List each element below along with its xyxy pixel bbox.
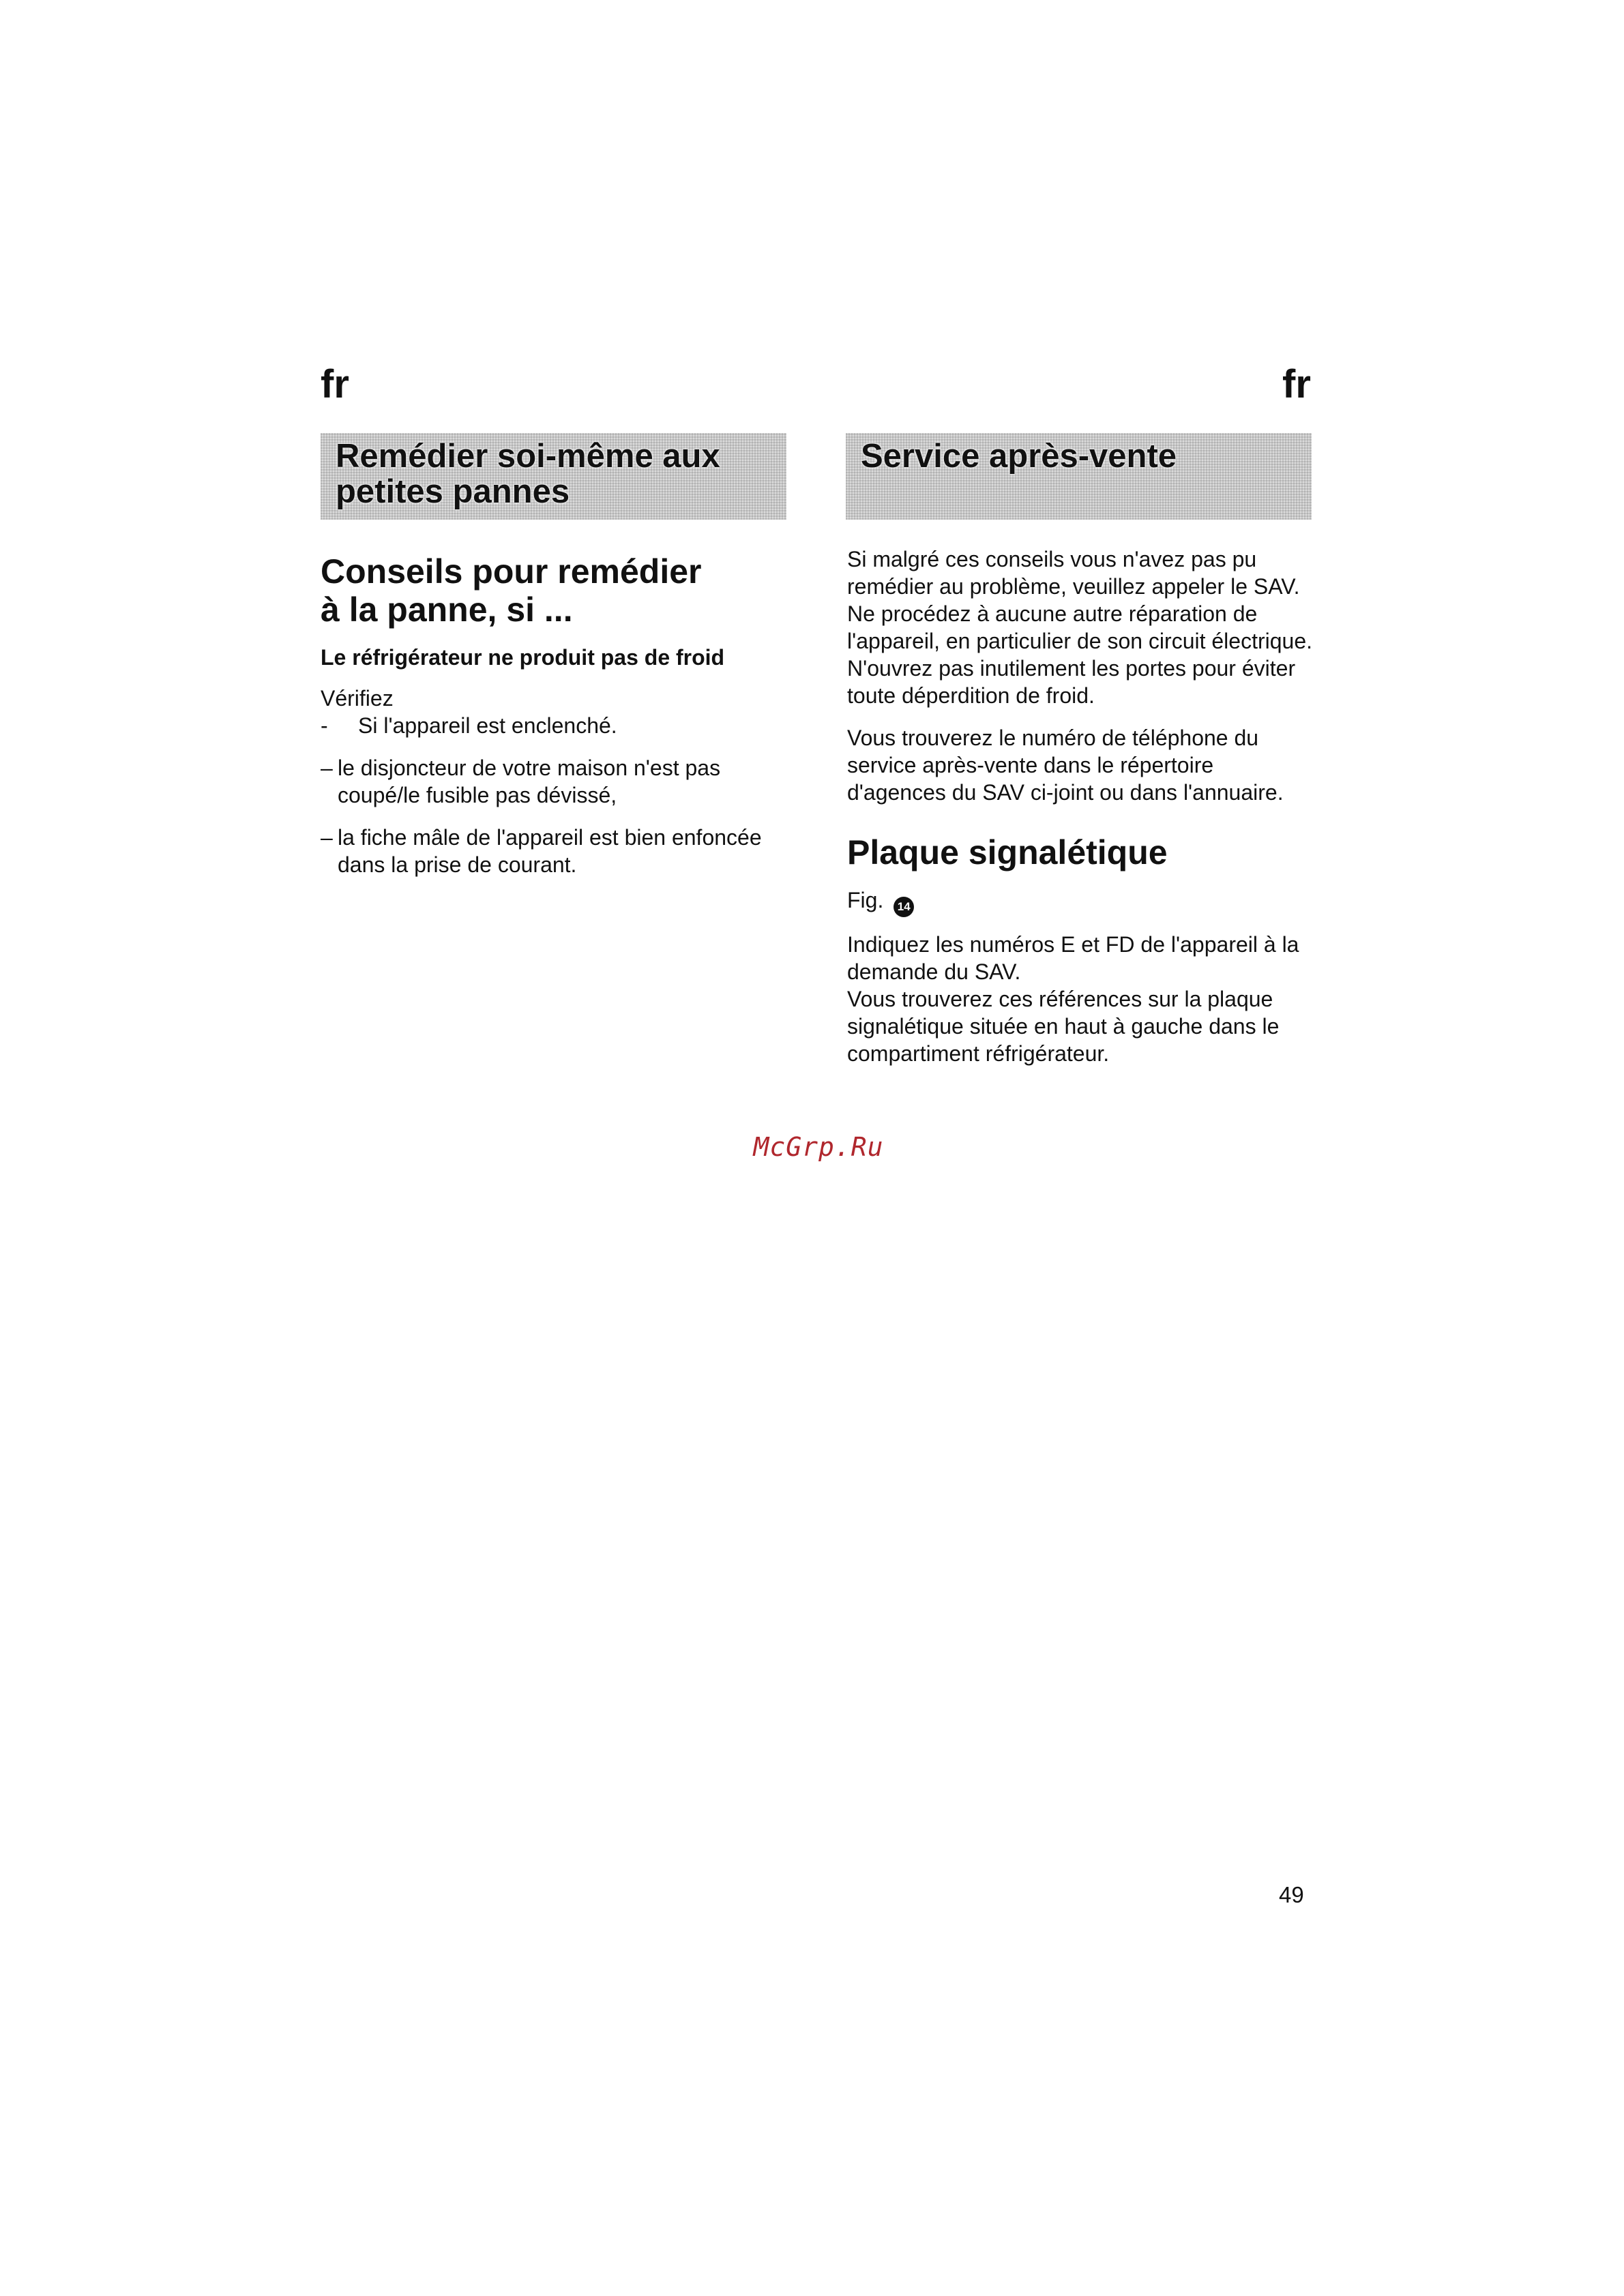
section-banner-right	[846, 433, 1312, 520]
rating-plate-paragraph-2: Vous trouverez ces références sur la plaque signalétique située en haut à gauche dans le compartiment réfrigérateur.	[847, 987, 1280, 1066]
left-column	[321, 546, 791, 893]
check-item-text: la fiche mâle de l'appareil est bien enfoncée dans la prise de courant.	[338, 825, 762, 877]
rating-plate-paragraph-1: Indiquez les numéros E et FD de l'appareil à la demande du SAV.	[847, 932, 1299, 984]
check-item	[321, 754, 791, 809]
heading-line2: à la panne, si ...	[321, 591, 573, 629]
language-tag-right: fr	[1282, 362, 1311, 406]
troubleshooting-heading	[321, 552, 791, 629]
banner-title-line2: petites pannes	[336, 473, 570, 510]
check-item	[321, 712, 791, 739]
service-paragraph-1: Si malgré ces conseils vous n'avez pas pu remédier au problème, veuillez appeler le SAV. Ne procédez à aucune autre réparation de l'appareil, en particulier de son circuit électrique. N'ouvrez pas inutilement les portes pour éviter toute déperdition de froid.	[847, 547, 1313, 708]
check-item-text: Si l'appareil est enclenché.	[358, 713, 617, 738]
problem-subheading: Le réfrigérateur ne produit pas de froid	[321, 645, 725, 670]
heading-line1: Conseils pour remédier	[321, 552, 702, 591]
dash-bullet: –	[321, 756, 333, 780]
figure-number-badge: 14	[894, 897, 914, 917]
service-paragraph-2: Vous trouverez le numéro de téléphone du service après-vente dans le répertoire d'agences du SAV ci-joint ou dans l'annuaire.	[847, 726, 1284, 805]
check-item	[321, 824, 791, 878]
section-banner-left	[321, 433, 786, 520]
figure-label: Fig.	[847, 888, 884, 912]
language-tag-left: fr	[321, 362, 349, 406]
page-number: 49	[1279, 1882, 1304, 1907]
check-item-text: le disjoncteur de votre maison n'est pas coupé/le fusible pas dévissé,	[338, 756, 721, 807]
dash-bullet: –	[321, 825, 333, 850]
banner-title-line1: Remédier soi-même aux	[336, 438, 720, 475]
banner-title: Service après-vente	[861, 438, 1177, 475]
dash-bullet: -	[321, 713, 328, 738]
rating-plate-heading: Plaque signalétique	[847, 833, 1168, 871]
right-column	[847, 546, 1318, 1082]
verify-label: Vérifiez	[321, 686, 394, 711]
watermark: McGrp.Ru	[753, 1132, 884, 1162]
figure-reference	[847, 886, 1318, 917]
